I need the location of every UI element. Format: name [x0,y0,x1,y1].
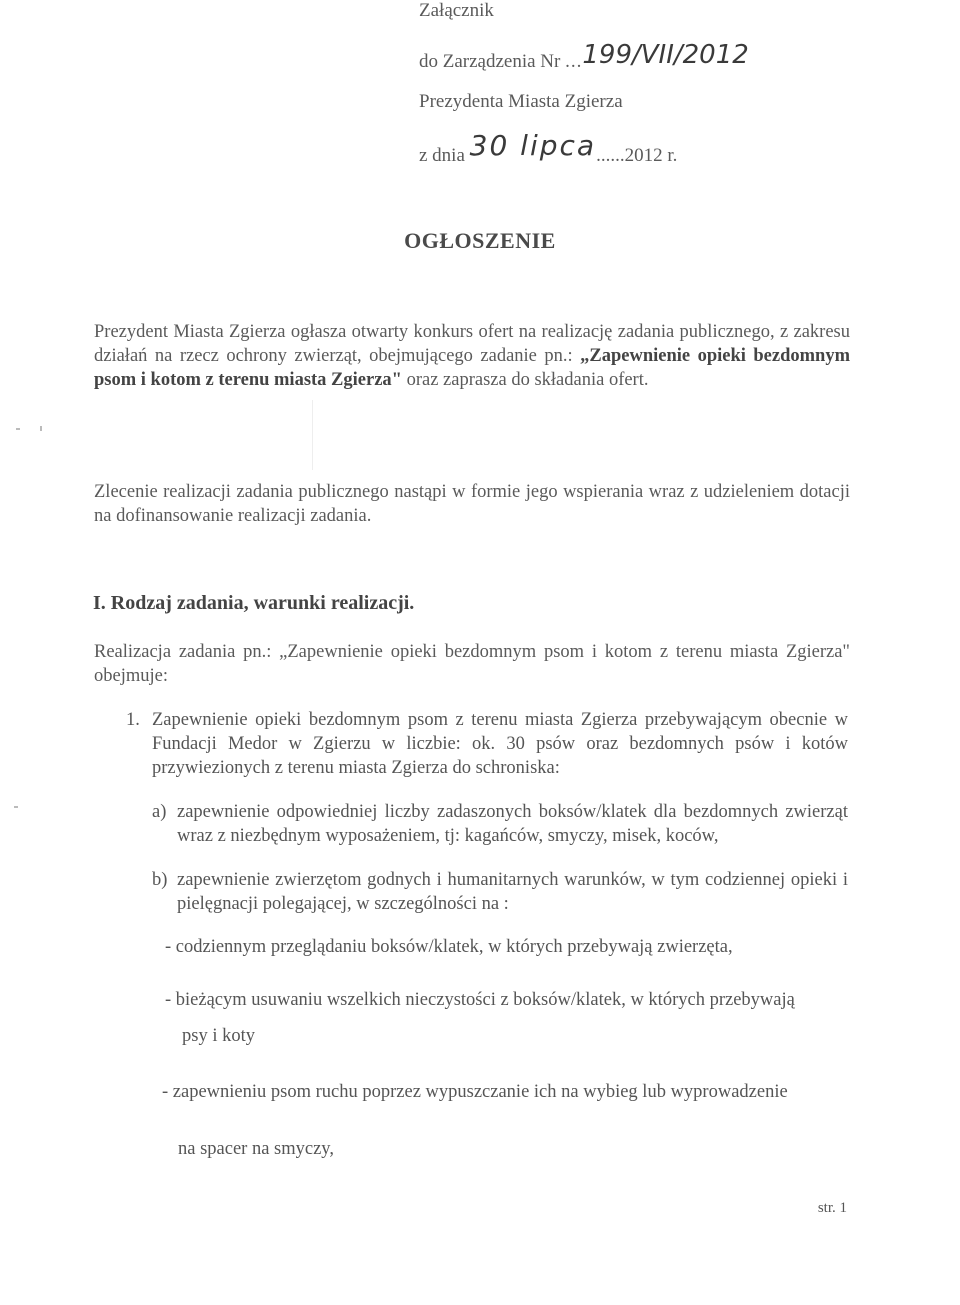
ordinance-prefix: do Zarządzenia Nr [419,51,566,72]
page-title: OGŁOSZENIE [404,228,556,253]
section-intro: Realizacja zadania pn.: „Zapewnienie opieki bezdomnym psom i kotom z terenu miasta Zgierza" obejmuje: [94,642,850,686]
page-number: str. 1 [817,1200,847,1216]
intro-paragraph [94,320,850,392]
intro-text-2: oraz zaprasza do składania ofert. [401,370,649,390]
scan-line [312,400,313,470]
commission-paragraph: Zlecenie realizacji zadania publicznego nastąpi w formie jego wspierania wraz z udzieleniem dotacji na dofinansowanie realizacji zadania. [94,482,850,526]
dash-item-2-line-2: psy i koty [182,1026,255,1046]
ordinance-handwritten-number: 199/VII/2012 [582,40,749,70]
date-handwritten: 30 lipca [469,129,597,162]
dash-item-3-line-1: - zapewnieniu psom ruchu poprzez wypuszczanie ich na wybieg lub wyprowadzenie [162,1082,788,1102]
dash-item-2-line-1: - bieżącym usuwaniu wszelkich nieczystości z boksów/klatek, w których przebywają [165,990,795,1010]
item-b-label: b) [152,870,168,890]
scan-speck [40,426,42,431]
intro-task-name: „Zapewnienie opieki bezdomnym psom i kotom z terenu miasta Zgierza" [94,346,850,390]
section-heading: I. Rodzaj zadania, warunki realizacji. [93,592,415,614]
item-b-text: zapewnienie zwierzętom godnych i humanitarnych warunków, w tym codziennej opieki i pielęgnacji polegającej, w szczególności na : [177,870,848,914]
attachment-label: Załącznik [419,0,494,21]
item-1-text: Zapewnienie opieki bezdomnym psom z terenu miasta Zgierza przebywającym obecnie w Fundacji Medor w Zgierzu w liczbie: ok. 30 psów oraz bezdomnych psów i kotów przywiezionych z terenu miasta Zgierza do schroniska: [152,710,848,778]
date-line [419,129,678,168]
ordinance-dots: ... [565,51,583,72]
scan-speck [16,428,20,430]
item-a-text: zapewnienie odpowiedniej liczby zadaszonych boksów/klatek dla bezdomnych zwierząt wraz z niezbędnym wyposażeniem, tj: kagańców, smyczy, misek, koców, [177,802,848,846]
issuer-line: Prezydenta Miasta Zgierza [419,91,623,112]
date-prefix: z dnia [419,145,470,166]
ordinance-number-line [419,40,749,74]
date-suffix: ......2012 r. [596,145,678,166]
intro-text-1: Prezydent Miasta Zgierza ogłasza otwarty konkurs ofert na realizację zadania publicznego, z zakresu działań na rzecz ochrony zwierząt, obejmującego zadanie pn.: [94,322,850,366]
item-a-label: a) [152,802,167,822]
dash-item-3-line-2: na spacer na smyczy, [178,1139,334,1159]
item-1-number: 1. [126,710,140,730]
scan-speck [14,806,18,808]
dash-item-1: - codziennym przeglądaniu boksów/klatek, w których przebywają zwierzęta, [165,937,733,957]
